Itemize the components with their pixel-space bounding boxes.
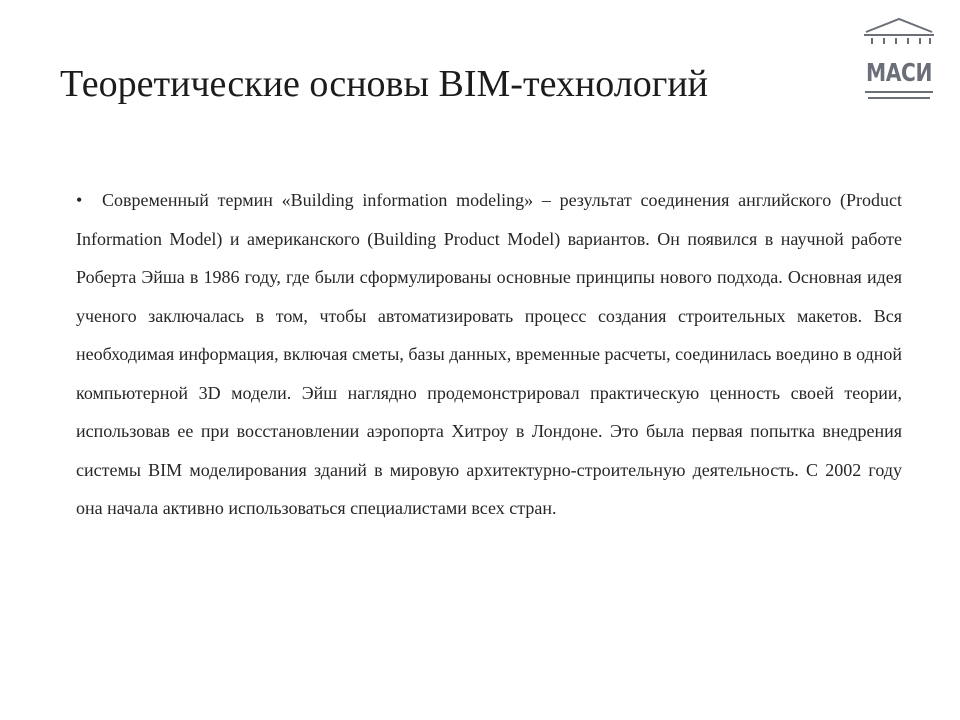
bullet-paragraph <box>76 181 902 528</box>
slide-body <box>76 181 902 528</box>
bullet-text: Современный термин «Building information modeling» – результат соединения английского (Product Information Model) и американского (Building Product Model) вариантов. Он появился в научной работе Роберта Эйша в 1986 году, где были сформулированы основные принципы нового подхода. Основная идея ученого заключалась в том, чтобы автоматизировать процесс создания строительных макетов. Вся необходимая информация, включая сметы, базы данных, временные расчеты, соединилась воедино в одной компьютерной 3D модели. Эйш наглядно продемонстрировал практическую ценность своей теории, использовав ее при восстановлении аэропорта Хитроу в Лондоне. Это была первая попытка внедрения системы BIM моделирования зданий в мировую архитектурно-строительную деятельность. С 2002 году она начала активно использоваться специалистами всех стран. <box>76 190 902 518</box>
logo-text: МАСИ <box>866 58 932 87</box>
bullet-marker: • <box>76 190 83 210</box>
slide-title: Теоретические основы BIM-технологий <box>60 63 708 105</box>
institution-building-logo-icon <box>862 16 936 104</box>
